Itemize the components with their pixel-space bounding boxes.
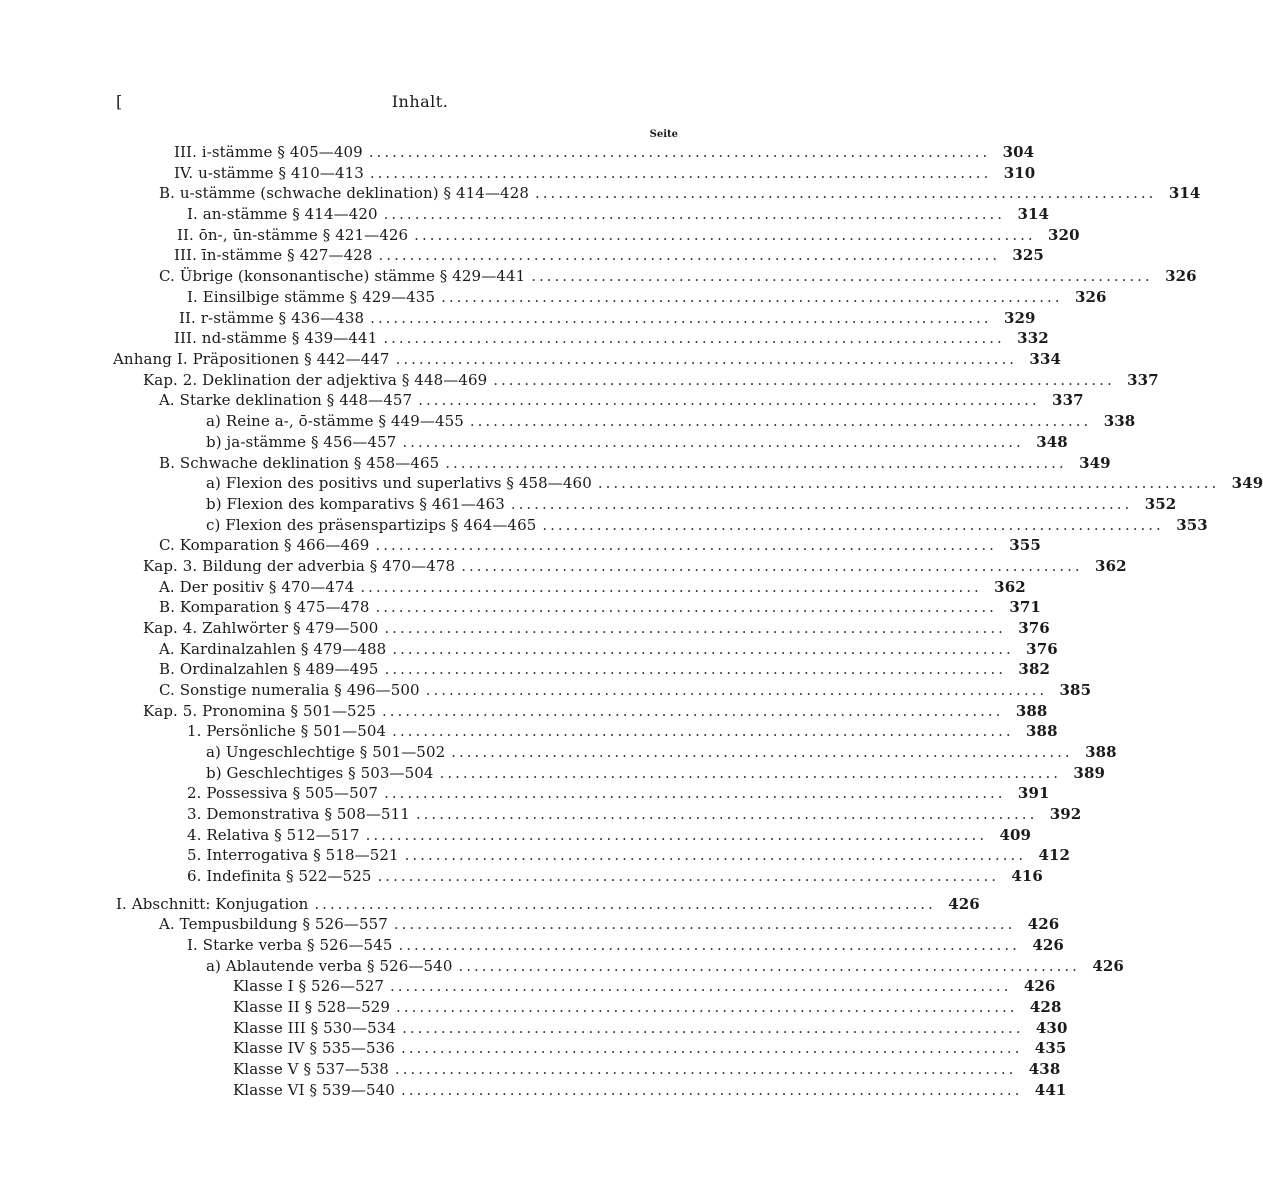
toc-entry [174,246,1044,264]
toc-entry-page-number: 426 [1032,936,1064,954]
toc-entry [143,371,1159,389]
dot-leader: ................................................................................ [451,743,1073,761]
dot-leader: ................................................................................ [394,1060,1017,1078]
toc-entry-page-number: 392 [1049,805,1082,823]
toc-entry [116,895,980,913]
toc-entry-title: A. Tempusbildung § 526—557 [159,915,388,933]
toc-entry-page-number: 441 [1034,1081,1067,1099]
dot-leader: ................................................................................ [469,412,1092,430]
toc-entry-title: 4. Relativa § 512—517 [187,826,360,844]
toc-entry [233,1060,1061,1078]
toc-entry-title: III. i-stämme § 405—409 [174,143,363,161]
toc-entry-title: B. Ordinalzahlen § 489—495 [159,660,379,678]
toc-entry-page-number: 409 [999,826,1032,844]
toc-entry-page-number: 352 [1144,495,1177,513]
dot-leader: ................................................................................ [404,846,1027,864]
toc-entry-title: Kap. 5. Pronomina § 501—525 [143,702,376,720]
toc-entry [206,474,1263,492]
toc-entry [187,826,1032,844]
toc-entry [206,516,1208,534]
dot-leader: ................................................................................ [441,288,1063,306]
dot-leader: ................................................................................ [384,784,1006,802]
toc-entry [159,184,1201,202]
toc-entry-page-number: 362 [994,578,1026,596]
toc-entry-title: II. ōn-, ūn-stämme § 421—426 [177,226,409,244]
toc-entry-page-number: 334 [1029,350,1062,368]
toc-entry-title: 1. Persönliche § 501—504 [187,722,387,740]
toc-entry-title: III. īn-stämme § 427—428 [174,246,373,264]
dot-leader: ................................................................................ [314,895,936,913]
dot-leader: ................................................................................ [370,309,992,327]
page-title: Inhalt. [391,92,449,111]
toc-entry-title: Kap. 4. Zahlwörter § 479—500 [143,619,379,637]
dot-leader: ................................................................................ [414,226,1036,244]
toc-entry-title: III. nd-stämme § 439—441 [174,329,378,347]
dot-leader: ................................................................................ [418,391,1040,409]
toc-entry [174,143,1035,161]
toc-entry [206,743,1117,761]
toc-entry-page-number: 337 [1052,391,1084,409]
dot-leader: ................................................................................ [531,267,1153,285]
toc-entry-page-number: 426 [1092,957,1124,975]
toc-entry [159,915,1060,933]
dot-leader: ................................................................................ [365,826,988,844]
toc-entry [233,1081,1067,1099]
dot-leader: ................................................................................ [378,246,1000,264]
toc-entry-page-number: 426 [1027,915,1060,933]
toc-entry-page-number: 329 [1003,309,1036,327]
dot-leader: ................................................................................ [597,474,1220,492]
dot-leader: ................................................................................ [542,516,1164,534]
toc-entry-page-number: 385 [1059,681,1092,699]
toc-entry-page-number: 355 [1009,536,1041,554]
toc-entry [143,702,1048,720]
toc-entry-title: Klasse IV § 535—536 [233,1039,395,1057]
toc-entry [187,936,1064,954]
dot-leader: ................................................................................ [493,371,1115,389]
toc-entry-page-number: 362 [1095,557,1127,575]
dot-leader: ................................................................................ [425,681,1048,699]
page-column-label: Seite [649,129,678,140]
page-mark: [ [116,92,123,111]
toc-entry-title: C. Übrige (konsonantische) stämme § 429—441 [159,267,526,285]
dot-leader: ................................................................................ [402,433,1024,451]
dot-leader: ................................................................................ [402,1019,1024,1037]
toc-entry-title: Klasse III § 530—534 [233,1019,397,1037]
toc-entry-title: I. Einsilbige stämme § 429—435 [187,288,436,306]
toc-entry [143,619,1050,637]
toc-entry-page-number: 314 [1168,184,1201,202]
toc-entry-title: b) Geschlechtiges § 503—504 [206,764,434,782]
toc-entry [159,454,1111,472]
toc-entry-title: a) Ungeschlechtige § 501—502 [206,743,446,761]
toc-entry-title: B. Komparation § 475—478 [159,598,370,616]
toc-entry-page-number: 416 [1011,867,1043,885]
toc-entry [187,288,1107,306]
toc-entry-title: Klasse VI § 539—540 [233,1081,395,1099]
dot-leader: ................................................................................ [396,998,1018,1016]
toc-entry [177,226,1080,244]
toc-entry [187,867,1043,885]
toc-entry-title: II. r-stämme § 436—438 [179,309,365,327]
toc-entry-title: I. an-stämme § 414—420 [187,205,378,223]
toc-entry [187,205,1050,223]
dot-leader: ................................................................................ [461,557,1083,575]
dot-leader: ................................................................................ [392,640,1014,658]
dot-leader: ................................................................................ [381,702,1004,720]
toc-entry-page-number: 388 [1026,722,1058,740]
toc-entry-page-number: 376 [1018,619,1050,637]
dot-leader: ................................................................................ [400,1039,1023,1057]
toc-entry-title: A. Der positiv § 470—474 [159,578,355,596]
dot-leader: ................................................................................ [375,536,997,554]
toc-entry-page-number: 382 [1018,660,1051,678]
toc-entry-page-number: 388 [1015,702,1048,720]
toc-entry-page-number: 389 [1073,764,1106,782]
toc-entry [143,557,1127,575]
dot-leader: ................................................................................ [395,350,1018,368]
toc-entry [233,977,1056,995]
toc-entry-page-number: 310 [1003,164,1036,182]
dot-leader: ................................................................................ [375,598,997,616]
toc-entry [187,784,1050,802]
toc-entry-title: a) Reine a-, ō-stämme § 449—455 [206,412,464,430]
toc-entry [159,578,1026,596]
toc-entry-title: C. Komparation § 466—469 [159,536,370,554]
toc-entry [159,391,1084,409]
toc-entry [159,598,1041,616]
toc-entry-title: b) Flexion des komparativs § 461—463 [206,495,505,513]
dot-leader: ................................................................................ [398,936,1020,954]
toc-entry-title: Kap. 3. Bildung der adverbia § 470—478 [143,557,456,575]
dot-leader: ................................................................................ [383,205,1006,223]
toc-entry-page-number: 348 [1036,433,1068,451]
toc-entry-page-number: 320 [1048,226,1080,244]
toc-entry [159,681,1092,699]
dot-leader: ................................................................................ [393,915,1016,933]
toc-entry-page-number: 332 [1017,329,1049,347]
toc-entry [174,329,1049,347]
toc-entry [206,957,1124,975]
dot-leader: ................................................................................ [384,619,1006,637]
toc-entry-title: Klasse V § 537—538 [233,1060,389,1078]
dot-leader: ................................................................................ [390,977,1012,995]
toc-entry-page-number: 353 [1176,516,1208,534]
toc-entry-title: I. Abschnitt: Konjugation [116,895,309,913]
toc-entry-page-number: 325 [1012,246,1044,264]
dot-leader: ................................................................................ [415,805,1038,823]
toc-entry-title: IV. u-stämme § 410—413 [174,164,364,182]
dot-leader: ................................................................................ [360,578,982,596]
toc-entry-page-number: 337 [1127,371,1159,389]
toc-entry [233,1019,1068,1037]
dot-leader: ................................................................................ [384,660,1007,678]
toc-entry-title: B. u-stämme (schwache deklination) § 414—428 [159,184,529,202]
toc-entry-page-number: 326 [1074,288,1107,306]
toc-entry-page-number: 438 [1028,1060,1061,1078]
toc-entry [206,764,1106,782]
toc-entry [233,998,1062,1016]
toc-entry-page-number: 349 [1079,454,1111,472]
toc-entry-page-number: 430 [1035,1019,1068,1037]
toc-entry [187,722,1058,740]
toc-entry [187,805,1082,823]
toc-entry-title: Klasse I § 526—527 [233,977,385,995]
toc-entry [159,536,1041,554]
toc-entry-title: 3. Demonstrativa § 508—511 [187,805,410,823]
toc-entry-title: Klasse II § 528—529 [233,998,391,1016]
toc-entry-title: 6. Indefinita § 522—525 [187,867,372,885]
toc-entry-title: 2. Possessiva § 505—507 [187,784,379,802]
toc-entry-page-number: 426 [948,895,980,913]
dot-leader: ................................................................................ [458,957,1080,975]
toc-entry-title: Anhang I. Präpositionen § 442—447 [113,350,390,368]
toc-entry [206,495,1177,513]
toc-entry-title: I. Starke verba § 526—545 [187,936,393,954]
dot-leader: ................................................................................ [377,867,999,885]
dot-leader: ................................................................................ [445,454,1067,472]
toc-entry-page-number: 338 [1103,412,1136,430]
toc-entry-title: A. Starke deklination § 448—457 [159,391,413,409]
toc-entry [187,846,1071,864]
dot-leader: ................................................................................ [383,329,1005,347]
toc-entry [159,660,1051,678]
toc-entry-title: C. Sonstige numeralia § 496—500 [159,681,420,699]
toc-entry-page-number: 349 [1231,474,1263,492]
toc-entry-page-number: 388 [1085,743,1117,761]
toc-entry-page-number: 412 [1038,846,1071,864]
toc-entry [233,1039,1067,1057]
toc-entry-page-number: 391 [1017,784,1050,802]
dot-leader: ................................................................................ [534,184,1157,202]
dot-leader: ................................................................................ [400,1081,1023,1099]
toc-entry-title: a) Ablautende verba § 526—540 [206,957,453,975]
toc-entry [206,433,1068,451]
toc-entry-page-number: 428 [1029,998,1062,1016]
toc-entry [159,267,1197,285]
dot-leader: ................................................................................ [368,143,991,161]
toc-entry-title: A. Kardinalzahlen § 479—488 [159,640,387,658]
toc-entry-title: B. Schwache deklination § 458—465 [159,454,440,472]
toc-entry-page-number: 426 [1023,977,1056,995]
toc-entry [159,640,1058,658]
dot-leader: ................................................................................ [510,495,1133,513]
toc-entry-page-number: 314 [1017,205,1050,223]
toc-entry-page-number: 371 [1009,598,1041,616]
toc-entry [174,164,1036,182]
toc-entry [206,412,1136,430]
dot-leader: ................................................................................ [392,722,1014,740]
dot-leader: ................................................................................ [369,164,992,182]
toc-entry-page-number: 326 [1165,267,1197,285]
toc-entry [179,309,1036,327]
toc-entry-title: b) ja-stämme § 456—457 [206,433,397,451]
toc-entry-title: c) Flexion des präsenspartizips § 464—465 [206,516,537,534]
toc-entry-page-number: 376 [1026,640,1058,658]
toc-entry [113,350,1062,368]
toc-entry-title: a) Flexion des positivs und superlativs § 458—460 [206,474,592,492]
toc-entry-title: Kap. 2. Deklination der adjektiva § 448—469 [143,371,488,389]
dot-leader: ................................................................................ [439,764,1062,782]
toc-entry-page-number: 304 [1002,143,1035,161]
toc-entry-page-number: 435 [1034,1039,1067,1057]
toc-entry-title: 5. Interrogativa § 518—521 [187,846,399,864]
